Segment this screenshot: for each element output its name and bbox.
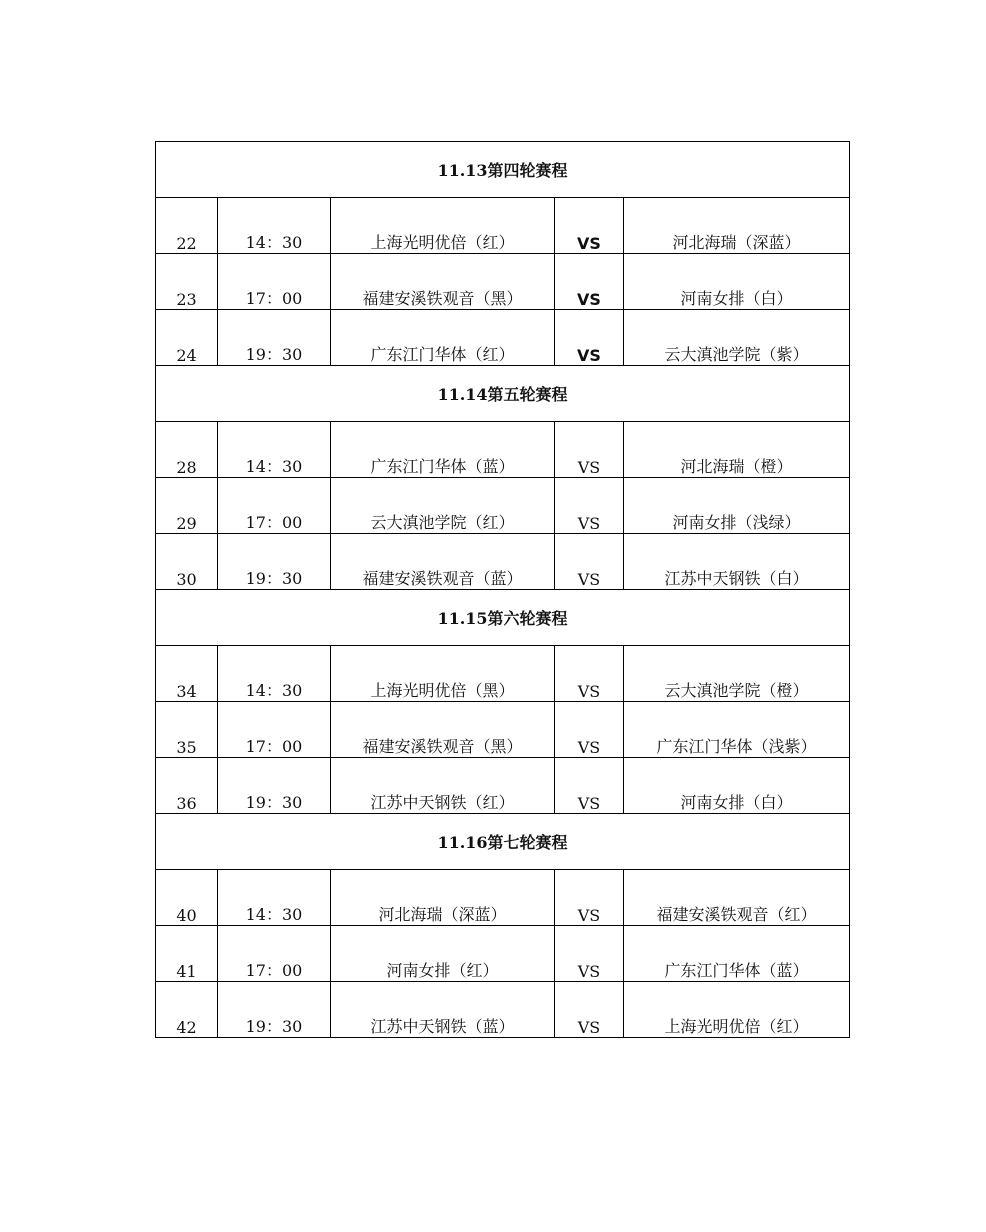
- match-number: 22: [156, 198, 218, 254]
- vs-label: VS: [555, 926, 624, 982]
- match-row: [156, 870, 850, 926]
- match-row: [156, 422, 850, 478]
- section-title: 11.14第五轮赛程: [156, 366, 850, 422]
- match-time: 14：30: [218, 870, 331, 926]
- match-time: 17：00: [218, 926, 331, 982]
- away-team: 河南女排（白）: [624, 254, 850, 310]
- away-team: 云大滇池学院（橙）: [624, 646, 850, 702]
- match-row: [156, 478, 850, 534]
- match-row: [156, 534, 850, 590]
- vs-label: VS: [555, 870, 624, 926]
- home-team: 上海光明优倍（红）: [331, 198, 555, 254]
- vs-label: VS: [555, 198, 624, 254]
- match-row: [156, 646, 850, 702]
- match-row: [156, 310, 850, 366]
- vs-label: VS: [555, 702, 624, 758]
- match-number: 36: [156, 758, 218, 814]
- home-team: 江苏中天钢铁（红）: [331, 758, 555, 814]
- away-team: 河北海瑞（橙）: [624, 422, 850, 478]
- vs-label: VS: [555, 254, 624, 310]
- match-time: 19：30: [218, 758, 331, 814]
- section-header-row: [156, 590, 850, 646]
- section-header-row: [156, 814, 850, 870]
- home-team: 河南女排（红）: [331, 926, 555, 982]
- home-team: 云大滇池学院（红）: [331, 478, 555, 534]
- away-team: 云大滇池学院（紫）: [624, 310, 850, 366]
- match-time: 19：30: [218, 534, 331, 590]
- away-team: 广东江门华体（浅紫）: [624, 702, 850, 758]
- away-team: 上海光明优倍（红）: [624, 982, 850, 1038]
- vs-label: VS: [555, 534, 624, 590]
- match-number: 24: [156, 310, 218, 366]
- home-team: 上海光明优倍（黑）: [331, 646, 555, 702]
- home-team: 福建安溪铁观音（黑）: [331, 254, 555, 310]
- away-team: 广东江门华体（蓝）: [624, 926, 850, 982]
- match-number: 41: [156, 926, 218, 982]
- vs-label: VS: [555, 982, 624, 1038]
- match-row: [156, 926, 850, 982]
- match-number: 42: [156, 982, 218, 1038]
- home-team: 广东江门华体（红）: [331, 310, 555, 366]
- away-team: 福建安溪铁观音（红）: [624, 870, 850, 926]
- match-number: 28: [156, 422, 218, 478]
- home-team: 福建安溪铁观音（蓝）: [331, 534, 555, 590]
- match-time: 17：00: [218, 478, 331, 534]
- section-title: 11.15第六轮赛程: [156, 590, 850, 646]
- section-title: 11.16第七轮赛程: [156, 814, 850, 870]
- match-time: 14：30: [218, 422, 331, 478]
- match-row: [156, 254, 850, 310]
- match-number: 40: [156, 870, 218, 926]
- home-team: 河北海瑞（深蓝）: [331, 870, 555, 926]
- away-team: 河南女排（浅绿）: [624, 478, 850, 534]
- section-header-row: [156, 142, 850, 198]
- match-time: 14：30: [218, 198, 331, 254]
- section-header-row: [156, 366, 850, 422]
- away-team: 江苏中天钢铁（白）: [624, 534, 850, 590]
- match-number: 23: [156, 254, 218, 310]
- vs-label: VS: [555, 422, 624, 478]
- home-team: 广东江门华体（蓝）: [331, 422, 555, 478]
- section-title: 11.13第四轮赛程: [156, 142, 850, 198]
- match-number: 30: [156, 534, 218, 590]
- vs-label: VS: [555, 758, 624, 814]
- match-time: 17：00: [218, 254, 331, 310]
- match-time: 19：30: [218, 310, 331, 366]
- match-row: [156, 758, 850, 814]
- home-team: 江苏中天钢铁（蓝）: [331, 982, 555, 1038]
- match-time: 19：30: [218, 982, 331, 1038]
- match-row: [156, 702, 850, 758]
- vs-label: VS: [555, 646, 624, 702]
- match-time: 14：30: [218, 646, 331, 702]
- away-team: 河南女排（白）: [624, 758, 850, 814]
- away-team: 河北海瑞（深蓝）: [624, 198, 850, 254]
- home-team: 福建安溪铁观音（黑）: [331, 702, 555, 758]
- vs-label: VS: [555, 478, 624, 534]
- vs-label: VS: [555, 310, 624, 366]
- match-number: 29: [156, 478, 218, 534]
- match-number: 35: [156, 702, 218, 758]
- match-number: 34: [156, 646, 218, 702]
- match-schedule-table: [155, 141, 850, 1038]
- match-time: 17：00: [218, 702, 331, 758]
- match-row: [156, 198, 850, 254]
- match-row: [156, 982, 850, 1038]
